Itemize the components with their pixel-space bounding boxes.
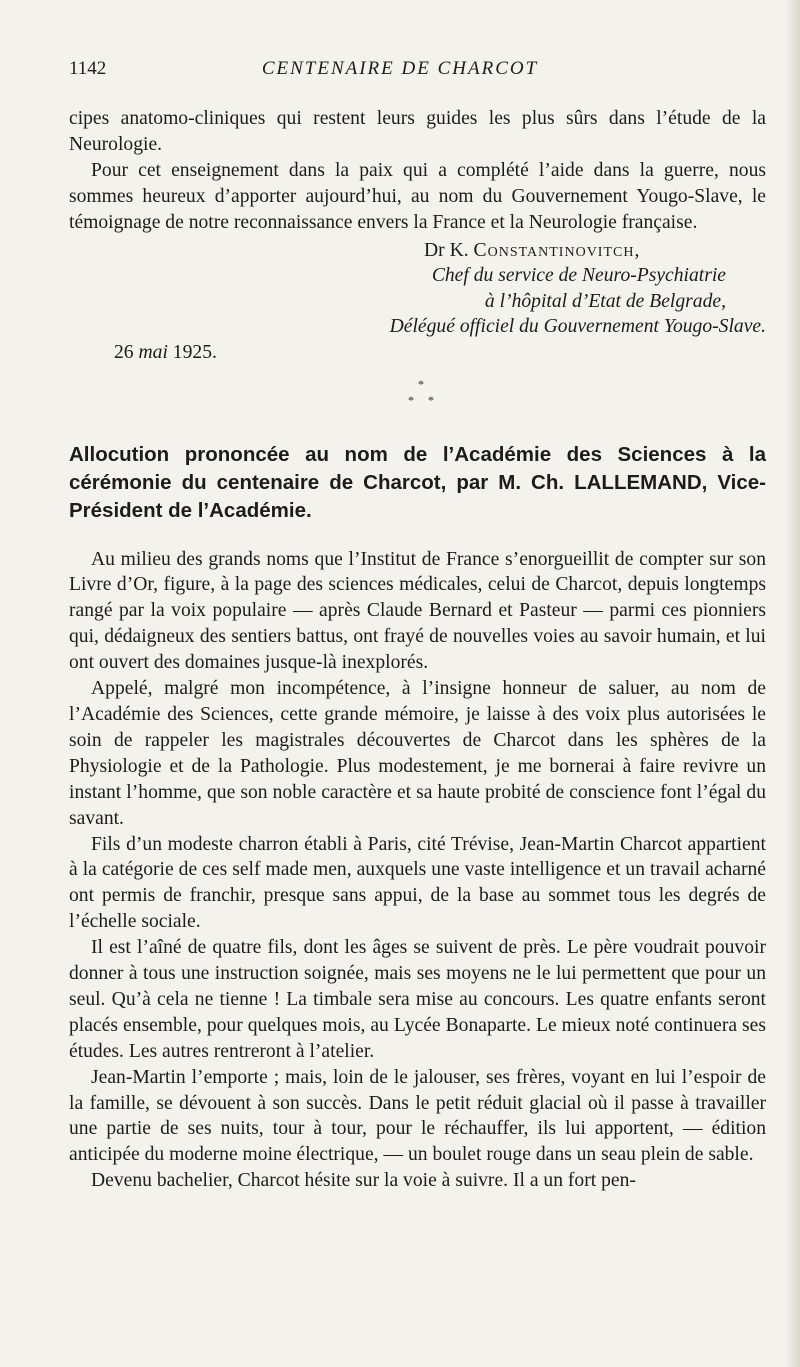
page-number: 1142 bbox=[69, 58, 107, 79]
date-line bbox=[114, 340, 766, 365]
body-paragraph-4: Il est l’aîné de quatre fils, dont les âges se suivent de près. Le père voudrait pouvoir donner à tous une instruction soignée, mais ses moyens ne le lui permettent que pour un seul. Qu’à cela ne tienne ! La timbale sera mise au concours. Les quatre enfants seront placés ensemble, pour quelques mois, au Lycée Bonaparte. Le mieux noté continuera ses études. Les autres rentreront à l’atelier. bbox=[69, 937, 766, 1062]
body-paragraph-5: Jean-Martin l’emporte ; mais, loin de le jalouser, ses frères, voyant en lui l’espoir de la famille, se dévouent à son succès. Dans le petit réduit glacial où il passe à travailler une partie de ses nuits, tour à tour, pour le réchauffer, ils lui apportent, — édition anticipée du moderne moine électrique, — un boulet rouge dans un seau plein de sable. bbox=[69, 1066, 766, 1166]
signature-title: Dr K. bbox=[424, 239, 474, 261]
signature-line-3: Délégué officiel du Gouvernement Yougo-Slave. bbox=[389, 316, 766, 338]
separator-star-left: * bbox=[408, 392, 414, 407]
section-heading: Allocution prononcée au nom de l’Académie des Sciences à la cérémonie du centenaire de Charcot, par M. Ch. LALLEMAND, Vice-Président de l’Académie. bbox=[69, 442, 766, 522]
page-header bbox=[69, 58, 766, 82]
separator-star-right: * bbox=[428, 392, 434, 407]
body-paragraph-1: Au milieu des grands noms que l’Institut de France s’enorgueillit de compter sur son Livre d’Or, figure, à la page des sciences médicales, celui de Charcot, depuis longtemps rangé par la voix populaire — après Claude Bernard et Pasteur — parmi ces pionniers qui, dédaigneux des sentiers battus, ont frayé de nouvelles voies au savoir humain, et lui ont ouvert des domaines jusque-là inexplorés. bbox=[69, 548, 766, 674]
running-title: CENTENAIRE DE CHARCOT bbox=[261, 58, 539, 79]
intro-paragraph-2: Pour cet enseignement dans la paix qui a complété l’aide dans la guerre, nous sommes heureux d’apporter aujourd’hui, au nom du Gouvernement Yougo-Slave, le témoignage de notre reconnaissance envers la France et la Neurologie française. bbox=[69, 159, 766, 233]
section-separator bbox=[69, 377, 766, 419]
separator-star-top: * bbox=[418, 376, 424, 391]
section-body bbox=[69, 547, 766, 1195]
date-year: 1925. bbox=[172, 341, 217, 363]
date-day: 26 bbox=[114, 341, 134, 363]
body-paragraph-3: Fils d’un modeste charron établi à Paris, cité Trévise, Jean-Martin Charcot appartient à la catégorie de ces self made men, auxquels une vaste intelligence et un travail acharné ont permis de franchir, presque sans appui, de la base au sommet tous les degrés de l’échelle sociale. bbox=[69, 833, 766, 933]
body-paragraph-6: Devenu bachelier, Charcot hésite sur la voie à suivre. Il a un fort pen- bbox=[91, 1170, 636, 1192]
intro-text bbox=[69, 106, 766, 236]
signature-block bbox=[69, 238, 766, 340]
signature-surname: Constantinovitch, bbox=[473, 239, 641, 261]
intro-paragraph-1: cipes anatomo-cliniques qui restent leurs guides les plus sûrs dans l’étude de la Neurologie. bbox=[69, 108, 766, 155]
signature-line-1: Chef du service de Neuro-Psychiatrie bbox=[431, 265, 726, 287]
page-edge-shadow bbox=[786, 0, 800, 1367]
date-month: mai bbox=[138, 341, 168, 363]
signature-line-2: à l’hôpital d’Etat de Belgrade, bbox=[484, 290, 726, 312]
signature-name bbox=[69, 238, 766, 264]
body-paragraph-2: Appelé, malgré mon incompétence, à l’insigne honneur de saluer, au nom de l’Académie des Sciences, cette grande mémoire, je laisse à des voix plus autorisées le soin de rappeler les magistrales découvertes de Charcot dans les sphères de la Physiologie et de la Pathologie. Plus modestement, je me bornerai à faire revivre un instant l’homme, que son noble caractère et sa haute probité de conscience font l’égal du savant. bbox=[69, 678, 766, 829]
